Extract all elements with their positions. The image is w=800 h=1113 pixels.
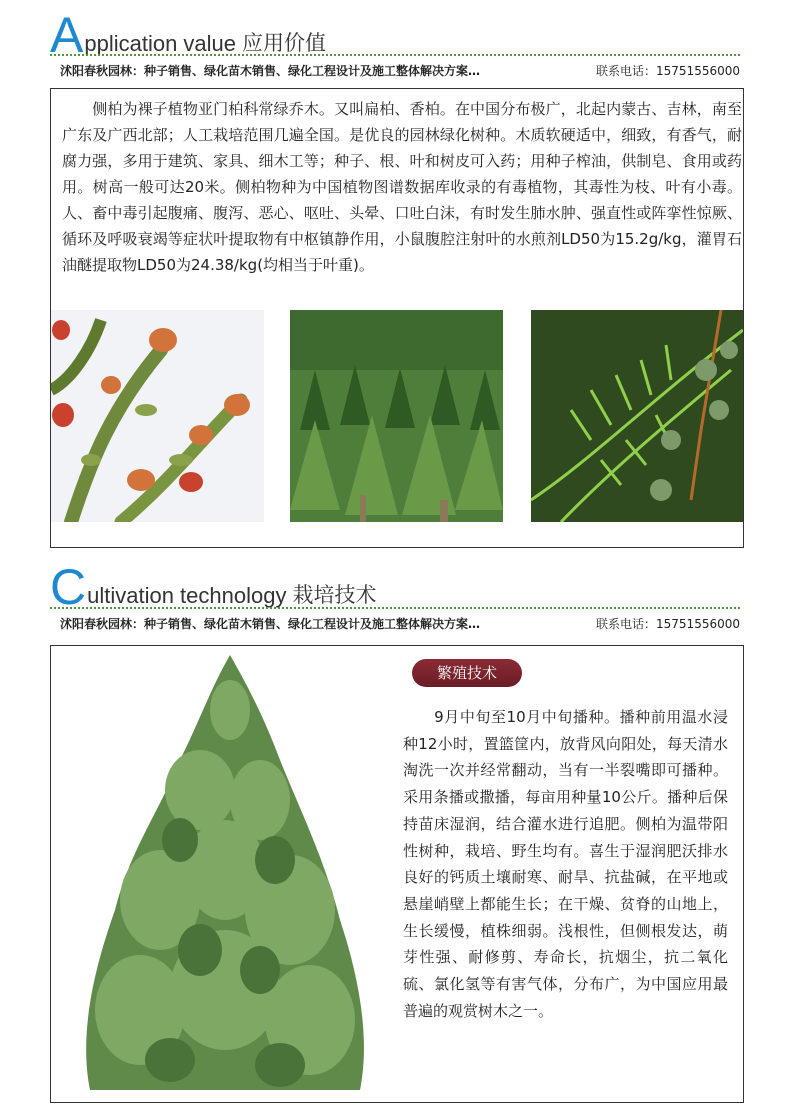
dotted-divider xyxy=(50,607,740,609)
title-chinese: 栽培技术 xyxy=(292,583,377,607)
company-slogan: 沭阳春秋园林：种子销售、绿化苗木销售、绿化工程设计及施工整体解决方案… xyxy=(60,617,481,631)
dotted-divider xyxy=(50,54,740,56)
cone-closeup-photo xyxy=(51,310,264,522)
section-header-cultivation xyxy=(50,559,750,636)
cone-closeup-icon xyxy=(51,310,264,522)
contact-phone: 联系电话：15751556000 xyxy=(596,64,740,78)
application-description: 侧柏为裸子植物亚门柏科常绿乔木。又叫扁柏、香柏。在中国分布极广，北起内蒙古、吉林，南至广东及广西北部；人工栽培范围几遍全国。是优良的园林绿化树种。木质软硬适中，细致，有香气，耐腐力强，多用于建筑、家具、细木工等；种子、根、叶和树皮可入药；用种子榨油，供制皂、食用或药用。树高一般可达20米。侧柏物种为中国植物图谱数据库收录的有毒植物，其毒性为枝、叶有小毒。人、畜中毒引起腹痛、腹泻、恶心、呕吐、头晕、口吐白沫，有时发生肺水肿、强直性或阵挛性惊厥、循环及呼吸衰竭等症状叶提取物有中枢镇静作用，小鼠腹腔注射叶的水煎剂LD50为15.2g/kg，灌胃石油醚提取物LD50为24.38/kg(均相当于叶重)。 xyxy=(62,100,742,274)
cultivation-description: 9月中旬至10月中旬播种。播种前用温水浸种12小时，置篮筐内，放背风向阳处，每天清水淘洗一次并经常翻动，当有一半裂嘴即可播种。采用条播或撒播，每亩用种量10公斤。播种后保持苗床湿润，结合灌水进行追肥。侧柏为温带阳性树种，栽培、野生均有。喜生于湿润肥沃排水良好的钙质土壤耐寒、耐旱、抗盐碱，在平地或悬崖峭壁上都能生长；在干燥、贫脊的山地上，生长缓慢，植株细弱。浅根性，但侧根发达，萌芽性强、耐修剪、寿命长，抗烟尘，抗二氧化硫、氯化氢等有害气体，分布广，为中国应用最普遍的观赏树木之一。 xyxy=(403,708,728,1020)
company-info-bar xyxy=(60,615,740,632)
title-initial: C xyxy=(50,559,87,615)
seed-branch-icon xyxy=(531,310,743,522)
propagation-badge: 繁殖技术 xyxy=(412,659,522,687)
title-english: ultivation technology xyxy=(87,583,287,608)
conifer-tree-icon xyxy=(60,650,380,1100)
nursery-field-icon xyxy=(290,310,503,522)
title-initial: A xyxy=(50,7,84,63)
title-chinese: 应用价值 xyxy=(242,31,327,55)
contact-phone: 联系电话：15751556000 xyxy=(596,617,740,631)
section-header-application xyxy=(50,7,750,78)
title-english: pplication value xyxy=(84,31,237,56)
nursery-field-photo xyxy=(290,310,503,522)
company-info-bar xyxy=(60,62,740,79)
conifer-tree-photo xyxy=(60,650,380,1100)
section-title xyxy=(50,7,327,63)
company-slogan: 沭阳春秋园林：种子销售、绿化苗木销售、绿化工程设计及施工整体解决方案… xyxy=(60,64,481,78)
section-title xyxy=(50,559,377,615)
seed-branch-photo xyxy=(531,310,743,522)
